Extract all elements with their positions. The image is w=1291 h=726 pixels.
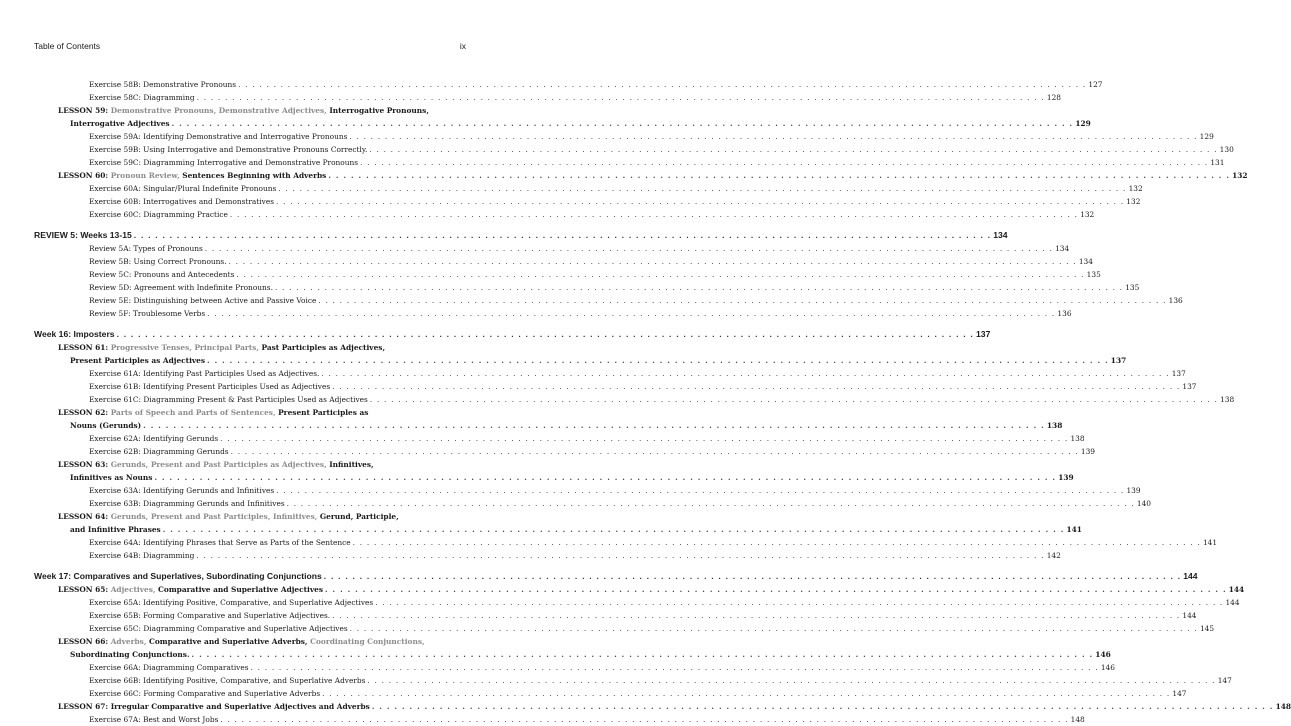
toc-page-number: 131 (1210, 158, 1225, 167)
toc-page-number: 129 (1075, 119, 1091, 128)
toc-title-segment: Exercise 59B: Using Interrogative and Demonstrative Pronouns Correctly. (89, 145, 368, 154)
toc-entry-exercise (34, 156, 1225, 169)
toc-entry-continuation (34, 354, 1127, 367)
toc-title-segment: Exercise 63B: Diagramming Gerunds and Infinitives (89, 499, 285, 508)
toc-entry-exercise (34, 268, 1101, 281)
toc-title-segment: LESSON 67: Irregular Comparative and Superlative Adjectives and Adverbs (58, 702, 370, 711)
dot-leader: . . . . . . . . . . . . . . . . . . . . . . . . . . . . . . . . . . . . . . . . . . . . . . . . . . . . . . . . . . . . . . . . . . . . . . . . . . . . . . . . . . . . . . . . . . . . . . . . . . . . . . . . . . . . . . . . . . . . . . . . (352, 538, 1201, 547)
toc-title-segment: Exercise 59C: Diagramming Interrogative and Demonstrative Pronouns (89, 158, 359, 167)
toc-title-segment: Sentences Beginning with Adverbs (182, 171, 327, 180)
toc-page-number: 140 (1136, 499, 1151, 508)
toc-page-number: 127 (1088, 80, 1103, 89)
toc-title-segment: LESSON 59: (58, 106, 111, 115)
toc-entry-lesson (34, 406, 466, 419)
dot-leader: . . . . . . . . . . . . . . . . . . . . . . . . . . . . . . . . . . . . . . . . . . . . . . . . . . . . . . . . . . . . . . . . . . . . . . . . . . . . . . . . . . . . . . . . . . . . . . . . . . . . . . . . . . . . . . . . . . . . . . . . (318, 296, 1167, 305)
toc-entry-section (34, 327, 991, 341)
toc-title-segment: Exercise 65C: Diagramming Comparative and Superlative Adjectives (89, 624, 348, 633)
toc-entry-lesson (34, 700, 1291, 713)
toc-page-number: 128 (1046, 93, 1062, 102)
toc-page-number: 135 (1086, 270, 1101, 279)
toc-entry-title (89, 143, 367, 156)
toc-entry-title (58, 406, 368, 419)
dot-leader: . . . . . . . . . . . . . . . . . . . . . . . . . . . . . . . . . . . . . . . . . . . . . . . . . . . . . . . . . . . . . . . . . . . . . . . . . . . . . . . . . . . . . . . . . . . . . . . . . . . . . . . . . . . . . . . . . . . . . . . . (207, 356, 1109, 365)
toc-entry-exercise (34, 674, 1232, 687)
page-number: ix (459, 41, 466, 51)
toc-page-number: 132 (1232, 171, 1248, 180)
toc-title-segment: Exercise 65B: Forming Comparative and Superlative Adjectives. (89, 611, 331, 620)
toc-entry-title (89, 596, 373, 609)
toc-title-segment: Review 5C: Pronouns and Antecedents (89, 270, 235, 279)
toc-entry-title (89, 445, 229, 458)
toc-entry-exercise (34, 596, 1240, 609)
dot-leader: . . . . . . . . . . . . . . . . . . . . . . . . . . . . . . . . . . . . . . . . . . . . . . . . . . . . . . . . . . . . . . . . . . . . . . . . . . . . . . . . . . . . . . . . . . . . . . . . . . . . . . . . . . . . . . . . . . . . . . . . (276, 197, 1125, 206)
toc-page-number: 147 (1217, 676, 1232, 685)
toc-page-number: 144 (1182, 611, 1197, 620)
toc-page-number: 135 (1125, 283, 1140, 292)
toc-entry-title (89, 78, 236, 91)
toc-page-number: 129 (1199, 132, 1214, 141)
dot-leader: . . . . . . . . . . . . . . . . . . . . . . . . . . . . . . . . . . . . . . . . . . . . . . . . . . . . . . . . . . . . . . . . . . . . . . . . . . . . . . . . . . . . . . . . . . . . . . . . . . . . . . . . . . . . . . . . . . . . . . . . (236, 270, 1085, 279)
toc-title-segment: LESSON 61: (58, 343, 111, 352)
toc-page-number: 132 (1126, 197, 1141, 206)
toc-entry-title (70, 471, 152, 484)
toc-title-segment: REVIEW 5: Weeks 13-15 (34, 230, 132, 240)
toc-entry-exercise (34, 130, 1214, 143)
toc-page-number: 141 (1066, 525, 1082, 534)
toc-title-segment: LESSON 60: (58, 171, 111, 180)
toc-entry-exercise (34, 78, 1103, 91)
toc-title-segment: Exercise 62B: Diagramming Gerunds (89, 447, 229, 456)
toc-title-segment: Exercise 60B: Interrogatives and Demonstratives (89, 197, 275, 206)
toc-entry-exercise (34, 609, 1197, 622)
toc-entry-title (89, 393, 368, 406)
toc-page-number: 137 (1171, 369, 1186, 378)
running-title: Table of Contents (34, 41, 101, 51)
toc-entry-exercise (34, 622, 1215, 635)
dot-leader: . . . . . . . . . . . . . . . . . . . . . . . . . . . . . . . . . . . . . . . . . . . . . . . . . . . . . . . . . . . . . . . . . . . . . . . . . . . . . . . . . . . . . . . . . . . . . . . . . . . . . . . . . . . . . . . . . . . . . . . . (349, 624, 1198, 633)
dot-leader: . . . . . . . . . . . . . . . . . . . . . . . . . . . . . . . . . . . . . . . . . . . . . . . . . . . . . . . . . . . . . . . . . . . . . . . . . . . . . . . . . . . . . . . . . . . . . . . . . . . . . . . . . . . . . . . . . . . . . . . . (229, 210, 1079, 219)
toc-title-segment: Comparative and Superlative Adverbs, (148, 637, 311, 646)
dot-leader: . . . . . . . . . . . . . . . . . . . . . . . . . . . . . . . . . . . . . . . . . . . . . . . . . . . . . . . . . . . . . . . . . . . . . . . . . . . . . . . . . . . . . . . . . . . . . . . . . . . . . . . . . . . . . . . . . . . . . . . . (323, 571, 1182, 581)
toc-entry-title (70, 648, 190, 661)
toc-title-segment: Exercise 58B: Demonstrative Pronouns (89, 80, 237, 89)
toc-entry-title (89, 156, 358, 169)
toc-page-number: 138 (1070, 434, 1085, 443)
toc-title-segment: LESSON 63: (58, 460, 111, 469)
toc-page-number: 134 (1055, 244, 1070, 253)
toc-entry-title (89, 661, 249, 674)
dot-leader: . . . . . . . . . . . . . . . . . . . . . . . . . . . . . . . . . . . . . . . . . . . . . . . . . . . . . . . . . . . . . . . . . . . . . . . . . . . . . . . . . . . . . . . . . . . . . . . . . . . . . . . . . . . . . . . . . . . . . . . . (154, 473, 1057, 482)
toc-page-number: 146 (1095, 650, 1111, 659)
toc-entry-title (58, 635, 425, 648)
toc-title-segment: Exercise 61C: Diagramming Present & Past Participles Used as Adjectives (89, 395, 368, 404)
toc-title-segment: Infinitives, (329, 460, 374, 469)
toc-page-number: 134 (993, 230, 1008, 240)
toc-entry-lesson (34, 104, 466, 117)
toc-entry-title (58, 458, 374, 471)
toc-entry-exercise (34, 208, 1095, 221)
toc-entry-title (89, 130, 347, 143)
toc-title-segment: Review 5F: Troublesome Verbs (89, 309, 206, 318)
toc-entry-exercise (34, 687, 1187, 700)
toc-entry-section (34, 228, 1008, 242)
toc-entry-lesson (34, 458, 466, 471)
toc-page-number: 138 (1046, 421, 1063, 430)
dot-leader: . . . . . . . . . . . . . . . . . . . . . . . . . . . . . . . . . . . . . . . . . . . . . . . . . . . . . . . . . . . . . . . . . . . . . . . . . . . . . . . . . . . . . . . . . . . . . . . . . . . . . . . . . . . . . . . . . . . . . . . . (230, 447, 1079, 456)
toc-title-gray-segment: Gerunds, Present and Past Participles, Infinitives, (110, 512, 320, 521)
dot-leader: . . . . . . . . . . . . . . . . . . . . . . . . . . . . . . . . . . . . . . . . . . . . . . . . . . . . . . . . . . . . . . . . . . . . . . . . . . . . . . . . . . . . . . . . . . . . . . . . . . . . . . . . . . . . . . . . . . . . . . . . (367, 676, 1216, 685)
toc-entry-exercise (34, 294, 1183, 307)
dot-leader: . . . . . . . . . . . . . . . . . . . . . . . . . . . . . . . . . . . . . . . . . . . . . . . . . . . . . . . . . . . . . . . . . . . . . . . . . . . . . . . . . . . . . . . . . . . . . . . . . . . . . . . . . . . . . . . . . . . . . . . . (207, 309, 1056, 318)
toc-entry-title (89, 367, 319, 380)
toc-entry-exercise (34, 367, 1186, 380)
toc-title-segment: Review 5A: Types of Pronouns (89, 244, 203, 253)
toc-entry-exercise (34, 484, 1141, 497)
toc-entry-title (70, 117, 170, 130)
dot-leader: . . . . . . . . . . . . . . . . . . . . . . . . . . . . . . . . . . . . . . . . . . . . . . . . . . . . . . . . . . . . . . . . . . . . . . . . . . . . . . . . . . . . . . . . . . . . . . . . . . . . . . . . . . . . . . . . . . . . . . . . (369, 395, 1219, 404)
toc-entry-title (89, 674, 365, 687)
dot-leader: . . . . . . . . . . . . . . . . . . . . . . . . . . . . . . . . . . . . . . . . . . . . . . . . . . . . . . . . . . . . . . . . . . . . . . . . . . . . . . . . . . . . . . . . . . . . . . . . . . . . . . . . . . . . . . . . . . . . . . . . (196, 93, 1045, 102)
toc-title-segment: Review 5D: Agreement with Indefinite Pronouns. (89, 283, 273, 292)
toc-title-segment: Exercise 61A: Identifying Past Participles Used as Adjectives. (89, 369, 320, 378)
toc-page-number: 130 (1219, 145, 1234, 154)
toc-entry-title (70, 523, 161, 536)
toc-entry-title (89, 91, 195, 104)
toc-title-gray-segment: Pronoun Review, (110, 171, 183, 180)
page-header (34, 41, 466, 55)
toc-entry-exercise (34, 242, 1070, 255)
toc-entry-title (89, 242, 203, 255)
toc-entry-title (34, 228, 132, 242)
toc-entry-exercise (34, 536, 1218, 549)
toc-entry-title (89, 713, 218, 726)
toc-entry-exercise (34, 195, 1141, 208)
toc-title-segment: Exercise 62A: Identifying Gerunds (89, 434, 219, 443)
toc-entry-title (89, 195, 274, 208)
dot-leader: . . . . . . . . . . . . . . . . . . . . . . . . . . . . . . . . . . . . . . . . . . . . . . . . . . . . . . . . . . . . . . . . . . . . . . . . . . . . . . . . . . . . . . . . . . . . . . . . . . . . . . . . . . . . . . . . . . . . . . . . (286, 499, 1135, 508)
toc-page-number: 147 (1172, 689, 1187, 698)
toc-entry-lesson (34, 510, 466, 523)
toc-title-segment: Subordinating Conjunctions. (70, 650, 190, 659)
toc-title-segment: Exercise 64A: Identifying Phrases that Serve as Parts of the Sentence (89, 538, 351, 547)
dot-leader: . . . . . . . . . . . . . . . . . . . . . . . . . . . . . . . . . . . . . . . . . . . . . . . . . . . . . . . . . . . . . . . . . . . . . . . . . . . . . . . . . . . . . . . . . . . . . . . . . . . . . . . . . . . . . . . . . . . . . . . . (321, 369, 1170, 378)
toc-page-number: 148 (1275, 702, 1291, 711)
toc-entry-title (89, 281, 273, 294)
toc-title-gray-segment: Parts of Speech and Parts of Sentences, (110, 408, 279, 417)
dot-leader: . . . . . . . . . . . . . . . . . . . . . . . . . . . . . . . . . . . . . . . . . . . . . . . . . . . . . . . . . . . . . . . . . . . . . . . . . . . . . . . . . . . . . . . . . . . . . . . . . . . . . . . . . . . . . . . . . . . . . . . . (171, 119, 1074, 128)
toc-title-gray-segment: Adverbs, (110, 637, 149, 646)
toc-title-segment: Infinitives as Nouns (70, 473, 153, 482)
toc-title-segment: Exercise 67A: Best and Worst Jobs (89, 715, 219, 724)
dot-leader: . . . . . . . . . . . . . . . . . . . . . . . . . . . . . . . . . . . . . . . . . . . . . . . . . . . . . . . . . . . . . . . . . . . . . . . . . . . . . . . . . . . . . . . . . . . . . . . . . . . . . . . . . . . . . . . . . . . . . . . . (228, 257, 1077, 266)
toc-title-segment: Exercise 65A: Identifying Positive, Comparative, and Superlative Adjectives (89, 598, 374, 607)
dot-leader: . . . . . . . . . . . . . . . . . . . . . . . . . . . . . . . . . . . . . . . . . . . . . . . . . . . . . . . . . . . . . . . . . . . . . . . . . . . . . . . . . . . . . . . . . . . . . . . . . . . . . . . . . . . . . . . . . . . . . . . . (116, 329, 975, 339)
dot-leader: . . . . . . . . . . . . . . . . . . . . . . . . . . . . . . . . . . . . . . . . . . . . . . . . . . . . . . . . . . . . . . . . . . . . . . . . . . . . . . . . . . . . . . . . . . . . . . . . . . . . . . . . . . . . . . . . . . . . . . . . (375, 598, 1224, 607)
dot-leader: . . . . . . . . . . . . . . . . . . . . . . . . . . . . . . . . . . . . . . . . . . . . . . . . . . . . . . . . . . . . . . . . . . . . . . . . . . . . . . . . . . . . . . . . . . . . . . . . . . . . . . . . . . . . . . . . . . . . . . . . (360, 158, 1209, 167)
toc-entry-title (58, 510, 399, 523)
dot-leader: . . . . . . . . . . . . . . . . . . . . . . . . . . . . . . . . . . . . . . . . . . . . . . . . . . . . . . . . . . . . . . . . . . . . . . . . . . . . . . . . . . . . . . . . . . . . . . . . . . . . . . . . . . . . . . . . . . . . . . . . (220, 434, 1069, 443)
toc-page-number: 136 (1168, 296, 1183, 305)
toc-title-segment: and Infinitive Phrases (70, 525, 161, 534)
dot-leader: . . . . . . . . . . . . . . . . . . . . . . . . . . . . . . . . . . . . . . . . . . . . . . . . . . . . . . . . . . . . . . . . . . . . . . . . . . . . . . . . . . . . . . . . . . . . . . . . . . . . . . . . . . . . . . . . . . . . . . . . (191, 650, 1094, 659)
toc-title-gray-segment: Progressive Tenses, Principal Parts, (110, 343, 262, 352)
toc-entry-exercise (34, 497, 1151, 510)
toc-entry-exercise (34, 432, 1085, 445)
toc-title-segment: LESSON 62: (58, 408, 111, 417)
toc-page-number: 137 (976, 329, 991, 339)
toc-entry-title (89, 307, 205, 320)
toc-entry-title (89, 549, 194, 562)
toc-entry-title (89, 182, 276, 195)
dot-leader: . . . . . . . . . . . . . . . . . . . . . . . . . . . . . . . . . . . . . . . . . . . . . . . . . . . . . . . . . . . . . . . . . . . . . . . . . . . . . . . . . . . . . . . . . . . . . . . . . . . . . . . . . . . . . . . . . . . . . . . . (328, 171, 1231, 180)
toc-page-number: 132 (1128, 184, 1143, 193)
section-gap (34, 562, 466, 569)
toc-page-number: 139 (1080, 447, 1095, 456)
toc-title-segment: Week 16: Imposters (34, 329, 115, 339)
toc-entry-title (89, 380, 330, 393)
toc-entry-exercise (34, 445, 1095, 458)
toc-entry-title (89, 294, 316, 307)
toc-title-gray-segment: Demonstrative Pronouns, Demonstrative Adjectives, (110, 106, 330, 115)
toc-title-segment: Exercise 66A: Diagramming Comparatives (89, 663, 249, 672)
toc-entry-continuation (34, 117, 1091, 130)
toc-entry-title (34, 569, 322, 583)
toc-page-number: 144 (1228, 585, 1245, 594)
toc-title-segment: Exercise 60A: Singular/Plural Indefinite Pronouns (89, 184, 277, 193)
toc-entry-exercise (34, 549, 1061, 562)
toc-page-number: 136 (1057, 309, 1072, 318)
dot-leader: . . . . . . . . . . . . . . . . . . . . . . . . . . . . . . . . . . . . . . . . . . . . . . . . . . . . . . . . . . . . . . . . . . . . . . . . . . . . . . . . . . . . . . . . . . . . . . . . . . . . . . . . . . . . . . . . . . . . . . . . (369, 145, 1218, 154)
toc-entry-exercise (34, 255, 1093, 268)
dot-leader: . . . . . . . . . . . . . . . . . . . . . . . . . . . . . . . . . . . . . . . . . . . . . . . . . . . . . . . . . . . . . . . . . . . . . . . . . . . . . . . . . . . . . . . . . . . . . . . . . . . . . . . . . . . . . . . . . . . . . . . . (278, 184, 1127, 193)
dot-leader: . . . . . . . . . . . . . . . . . . . . . . . . . . . . . . . . . . . . . . . . . . . . . . . . . . . . . . . . . . . . . . . . . . . . . . . . . . . . . . . . . . . . . . . . . . . . . . . . . . . . . . . . . . . . . . . . . . . . . . . . (371, 702, 1274, 711)
dot-leader: . . . . . . . . . . . . . . . . . . . . . . . . . . . . . . . . . . . . . . . . . . . . . . . . . . . . . . . . . . . . . . . . . . . . . . . . . . . . . . . . . . . . . . . . . . . . . . . . . . . . . . . . . . . . . . . . . . . . . . . . (325, 585, 1227, 594)
dot-leader: . . . . . . . . . . . . . . . . . . . . . . . . . . . . . . . . . . . . . . . . . . . . . . . . . . . . . . . . . . . . . . . . . . . . . . . . . . . . . . . . . . . . . . . . . . . . . . . . . . . . . . . . . . . . . . . . . . . . . . . . (332, 611, 1181, 620)
toc-entry-lesson (34, 583, 1245, 596)
toc-title-segment: Exercise 58C: Diagramming (89, 93, 195, 102)
toc-entry-title (89, 208, 228, 221)
toc-entry-title (89, 687, 320, 700)
toc-title-segment: Exercise 63A: Identifying Gerunds and Infinitives (89, 486, 275, 495)
toc-entry-exercise (34, 661, 1115, 674)
toc-title-segment: Present Participles as (278, 408, 369, 417)
toc-entry-exercise (34, 182, 1143, 195)
toc-entry-title (58, 583, 323, 596)
toc-page-number: 137 (1182, 382, 1197, 391)
toc-entry-section (34, 569, 1198, 583)
toc-entry-title (89, 484, 274, 497)
toc-entry-exercise (34, 393, 1235, 406)
dot-leader: . . . . . . . . . . . . . . . . . . . . . . . . . . . . . . . . . . . . . . . . . . . . . . . . . . . . . . . . . . . . . . . . . . . . . . . . . . . . . . . . . . . . . . . . . . . . . . . . . . . . . . . . . . . . . . . . . . . . . . . . (162, 525, 1065, 534)
toc-entry-title (89, 255, 227, 268)
toc-entry-continuation (34, 648, 1111, 661)
toc-page-number: 139 (1058, 473, 1074, 482)
toc-entry-title (70, 354, 205, 367)
dot-leader: . . . . . . . . . . . . . . . . . . . . . . . . . . . . . . . . . . . . . . . . . . . . . . . . . . . . . . . . . . . . . . . . . . . . . . . . . . . . . . . . . . . . . . . . . . . . . . . . . . . . . . . . . . . . . . . . . . . . . . . . (220, 715, 1069, 724)
toc-entry-continuation (34, 523, 1082, 536)
toc-title-segment: Interrogative Adjectives (70, 119, 170, 128)
toc-entry-title (70, 419, 141, 432)
toc-title-segment: Exercise 66C: Forming Comparative and Superlative Adverbs (89, 689, 321, 698)
toc-entry-title (58, 169, 326, 182)
dot-leader: . . . . . . . . . . . . . . . . . . . . . . . . . . . . . . . . . . . . . . . . . . . . . . . . . . . . . . . . . . . . . . . . . . . . . . . . . . . . . . . . . . . . . . . . . . . . . . . . . . . . . . . . . . . . . . . . . . . . . . . . (332, 382, 1181, 391)
toc-title-segment: Comparative and Superlative Adjectives (158, 585, 323, 594)
toc-page-number: 139 (1126, 486, 1141, 495)
dot-leader: . . . . . . . . . . . . . . . . . . . . . . . . . . . . . . . . . . . . . . . . . . . . . . . . . . . . . . . . . . . . . . . . . . . . . . . . . . . . . . . . . . . . . . . . . . . . . . . . . . . . . . . . . . . . . . . . . . . . . . . . (143, 421, 1045, 430)
toc-title-gray-segment: Gerunds, Present and Past Participles as Adjectives, (110, 460, 330, 469)
toc-page-number: 132 (1080, 210, 1095, 219)
dot-leader: . . . . . . . . . . . . . . . . . . . . . . . . . . . . . . . . . . . . . . . . . . . . . . . . . . . . . . . . . . . . . . . . . . . . . . . . . . . . . . . . . . . . . . . . . . . . . . . . . . . . . . . . . . . . . . . . . . . . . . . . (276, 486, 1125, 495)
toc-entry-exercise (34, 281, 1140, 294)
toc-entry-title (34, 327, 115, 341)
toc-page-number: 142 (1046, 551, 1061, 560)
toc-title-segment: Exercise 64B: Diagramming (89, 551, 195, 560)
toc-page-number: 148 (1070, 715, 1085, 724)
dot-leader: . . . . . . . . . . . . . . . . . . . . . . . . . . . . . . . . . . . . . . . . . . . . . . . . . . . . . . . . . . . . . . . . . . . . . . . . . . . . . . . . . . . . . . . . . . . . . . . . . . . . . . . . . . . . . . . . . . . . . . . . (238, 80, 1087, 89)
toc-entry-title (58, 104, 429, 117)
dot-leader: . . . . . . . . . . . . . . . . . . . . . . . . . . . . . . . . . . . . . . . . . . . . . . . . . . . . . . . . . . . . . . . . . . . . . . . . . . . . . . . . . . . . . . . . . . . . . . . . . . . . . . . . . . . . . . . . . . . . . . . . (196, 551, 1045, 560)
section-gap (34, 320, 466, 327)
dot-leader: . . . . . . . . . . . . . . . . . . . . . . . . . . . . . . . . . . . . . . . . . . . . . . . . . . . . . . . . . . . . . . . . . . . . . . . . . . . . . . . . . . . . . . . . . . . . . . . . . . . . . . . . . . . . . . . . . . . . . . . . (250, 663, 1099, 672)
toc-entry-title (58, 341, 385, 354)
toc-entry-exercise (34, 380, 1197, 393)
toc-entry-exercise (34, 307, 1072, 320)
toc-entry-continuation (34, 471, 1074, 484)
toc-page-number: 144 (1183, 571, 1198, 581)
toc-title-segment: LESSON 65: (58, 585, 111, 594)
toc-title-segment: Exercise 66B: Identifying Positive, Comparative, and Superlative Adverbs (89, 676, 366, 685)
toc-entry-title (89, 536, 351, 549)
toc-entry-exercise (34, 91, 1062, 104)
toc-title-gray-segment: Adjectives, (110, 585, 159, 594)
dot-leader: . . . . . . . . . . . . . . . . . . . . . . . . . . . . . . . . . . . . . . . . . . . . . . . . . . . . . . . . . . . . . . . . . . . . . . . . . . . . . . . . . . . . . . . . . . . . . . . . . . . . . . . . . . . . . . . . . . . . . . . . (274, 283, 1124, 292)
toc-entry-lesson (34, 169, 1248, 182)
toc-entry-title (89, 497, 285, 510)
dot-leader: . . . . . . . . . . . . . . . . . . . . . . . . . . . . . . . . . . . . . . . . . . . . . . . . . . . . . . . . . . . . . . . . . . . . . . . . . . . . . . . . . . . . . . . . . . . . . . . . . . . . . . . . . . . . . . . . . . . . . . . . (133, 230, 992, 240)
toc-entry-exercise (34, 143, 1234, 156)
toc-page-number: 138 (1220, 395, 1235, 404)
toc-page-number: 146 (1100, 663, 1115, 672)
toc-title-segment: LESSON 66: (58, 637, 111, 646)
toc-entry-title (89, 609, 330, 622)
toc-entry-title (89, 268, 234, 281)
toc-entry-exercise (34, 713, 1085, 726)
toc-page-number: 137 (1110, 356, 1127, 365)
toc-title-segment: LESSON 64: (58, 512, 111, 521)
toc-entry-title (58, 700, 370, 713)
toc-entry-continuation (34, 419, 1063, 432)
toc-title-segment: Exercise 60C: Diagramming Practice (89, 210, 228, 219)
toc-page-number: 144 (1225, 598, 1240, 607)
toc-title-segment: Exercise 61B: Identifying Present Participles Used as Adjectives (89, 382, 331, 391)
toc-entry-lesson (34, 341, 466, 354)
toc-page-number: 134 (1078, 257, 1093, 266)
dot-leader: . . . . . . . . . . . . . . . . . . . . . . . . . . . . . . . . . . . . . . . . . . . . . . . . . . . . . . . . . . . . . . . . . . . . . . . . . . . . . . . . . . . . . . . . . . . . . . . . . . . . . . . . . . . . . . . . . . . . . . . . (349, 132, 1198, 141)
toc-title-segment: Review 5B: Using Correct Pronouns. (89, 257, 227, 266)
toc-title-gray-segment: Coordinating Conjunctions, (310, 637, 425, 646)
toc-page-number: 145 (1199, 624, 1215, 633)
toc-entry-lesson (34, 635, 466, 648)
toc-entry-title (89, 622, 348, 635)
toc-title-segment: Gerund, Participle, (319, 512, 399, 521)
toc-title-segment: Week 17: Comparatives and Superlatives, Subordinating Conjunctions (34, 571, 322, 581)
toc-title-segment: Past Participles as Adjectives, (261, 343, 386, 352)
toc-page-number: 141 (1202, 538, 1218, 547)
toc-title-segment: Exercise 59A: Identifying Demonstrative and Interrogative Pronouns (89, 132, 348, 141)
toc-title-segment: Review 5E: Distinguishing between Active and Passive Voice (89, 296, 317, 305)
toc-title-segment: Interrogative Pronouns, (329, 106, 429, 115)
section-gap (34, 221, 466, 228)
table-of-contents (34, 78, 1291, 726)
dot-leader: . . . . . . . . . . . . . . . . . . . . . . . . . . . . . . . . . . . . . . . . . . . . . . . . . . . . . . . . . . . . . . . . . . . . . . . . . . . . . . . . . . . . . . . . . . . . . . . . . . . . . . . . . . . . . . . . . . . . . . . . (204, 244, 1054, 253)
toc-title-segment: Nouns (Gerunds) (70, 421, 142, 430)
toc-entry-title (89, 432, 218, 445)
dot-leader: . . . . . . . . . . . . . . . . . . . . . . . . . . . . . . . . . . . . . . . . . . . . . . . . . . . . . . . . . . . . . . . . . . . . . . . . . . . . . . . . . . . . . . . . . . . . . . . . . . . . . . . . . . . . . . . . . . . . . . . . (322, 689, 1171, 698)
toc-title-segment: Present Participles as Adjectives (70, 356, 206, 365)
